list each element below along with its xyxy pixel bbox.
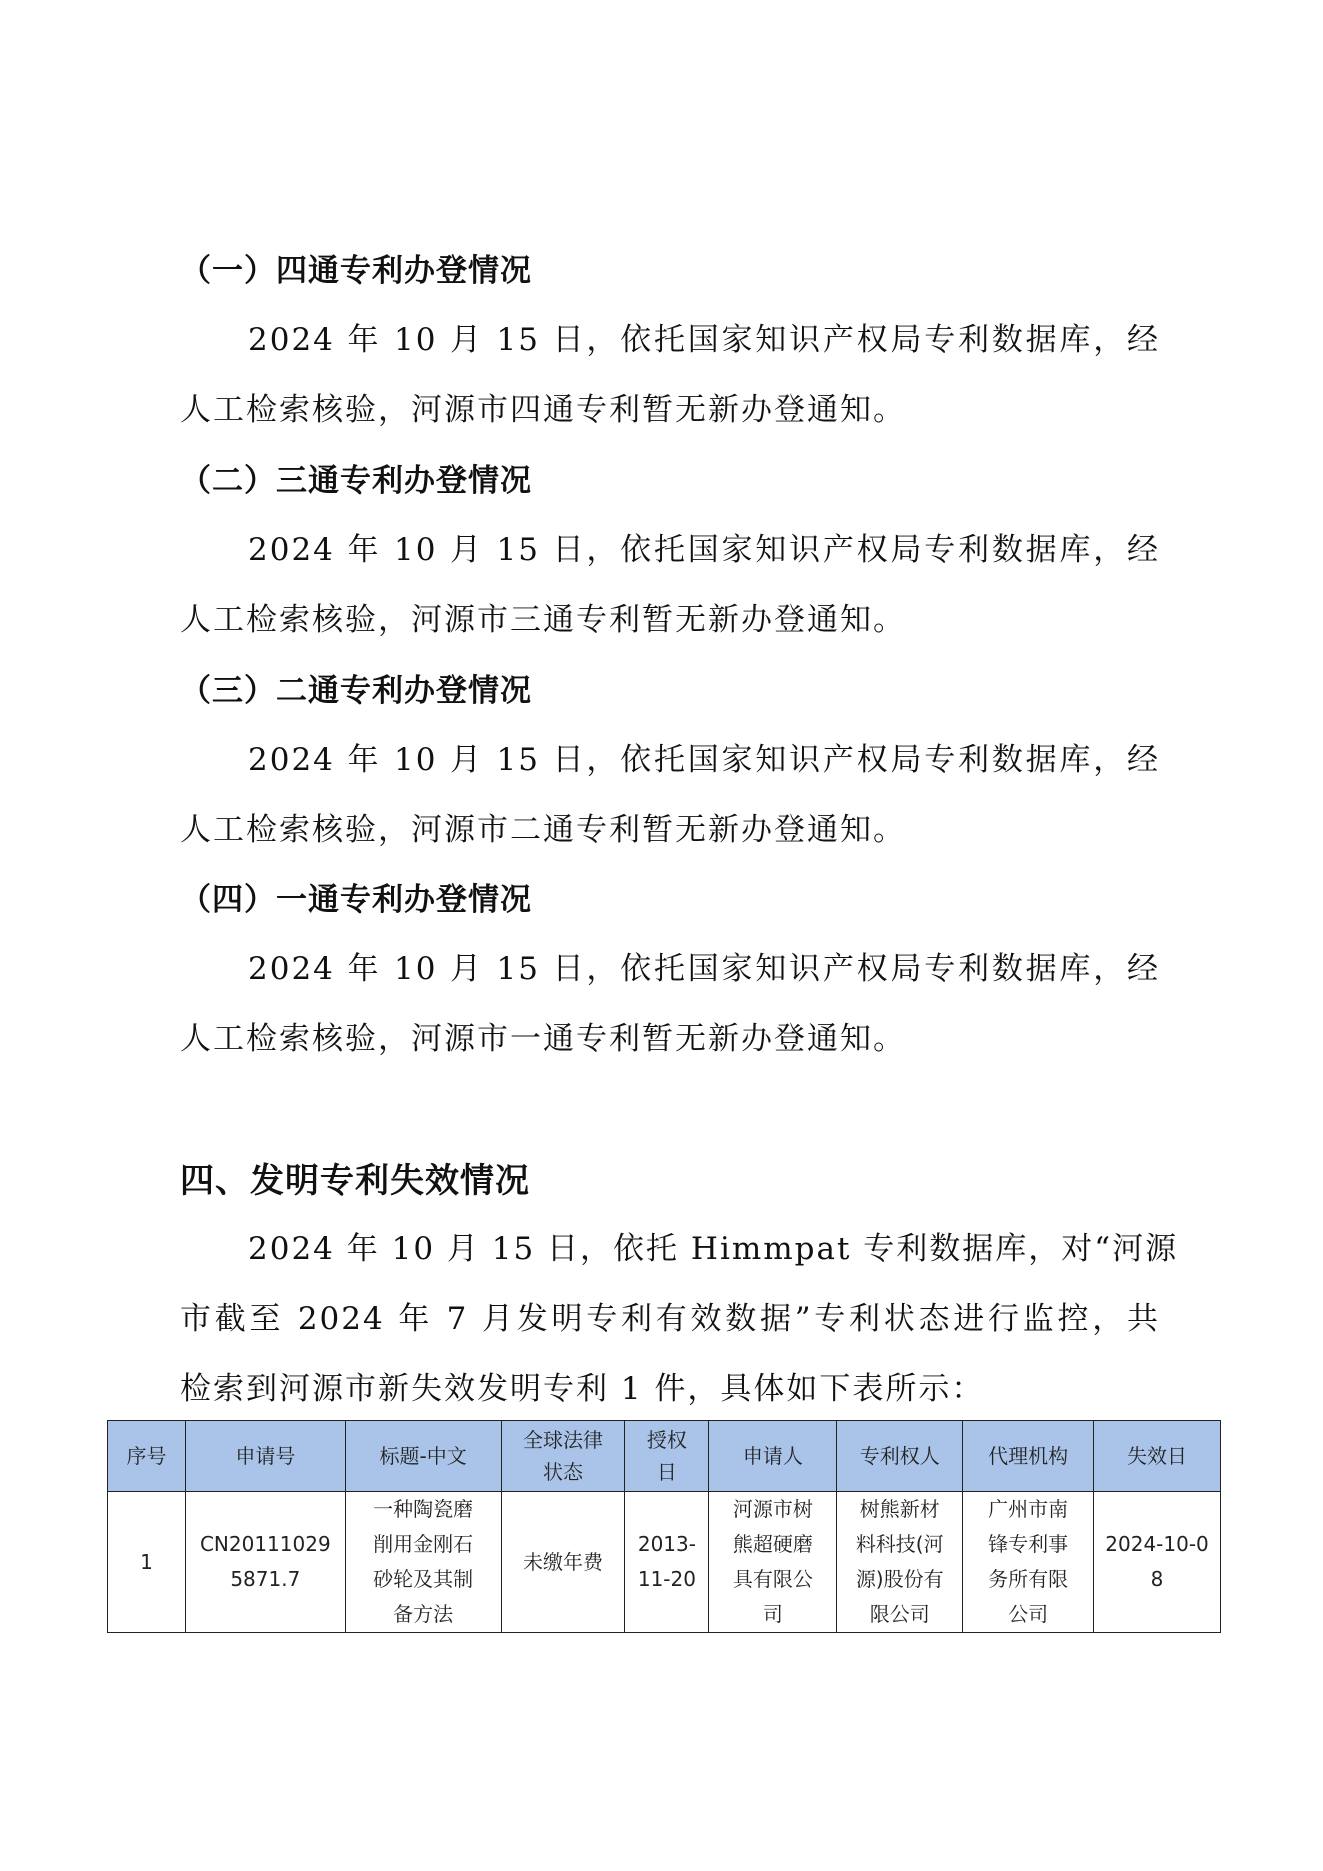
column-header-title: 标题-中文 bbox=[345, 1421, 501, 1492]
column-header-seq: 序号 bbox=[108, 1421, 186, 1492]
paragraph-1-line-1: 2024 年 10 月 15 日，依托国家知识产权局专利数据库，经 bbox=[248, 322, 1160, 358]
cell-lapse-date: 2024-10-08 bbox=[1094, 1492, 1221, 1633]
paragraph-3-line-2: 人工检索核验，河源市二通专利暂无新办登通知。 bbox=[180, 812, 906, 848]
paragraph-4-line-2: 人工检索核验，河源市一通专利暂无新办登通知。 bbox=[180, 1021, 906, 1057]
cell-applicant: 河源市树熊超硬磨具有限公司 bbox=[709, 1492, 837, 1633]
cell-agency: 广州市南锋专利事务所有限公司 bbox=[963, 1492, 1094, 1633]
section-heading: 四、发明专利失效情况 bbox=[180, 1161, 530, 1201]
lapsed-patent-table bbox=[107, 1420, 1221, 1633]
column-header-patentee: 专利权人 bbox=[837, 1421, 963, 1492]
column-header-legal-status: 全球法律状态 bbox=[501, 1421, 625, 1492]
cell-grant-date: 2013-11-20 bbox=[625, 1492, 709, 1633]
section-paragraph-line-2: 市截至 2024 年 7 月发明专利有效数据”专利状态进行监控，共 bbox=[180, 1301, 1160, 1337]
column-header-grant-date: 授权日 bbox=[625, 1421, 709, 1492]
paragraph-1-line-2: 人工检索核验，河源市四通专利暂无新办登通知。 bbox=[180, 392, 906, 428]
table-row bbox=[108, 1492, 1221, 1633]
cell-patentee: 树熊新材料科技(河源)股份有限公司 bbox=[837, 1492, 963, 1633]
column-header-agency: 代理机构 bbox=[963, 1421, 1094, 1492]
paragraph-2-line-1: 2024 年 10 月 15 日，依托国家知识产权局专利数据库，经 bbox=[248, 532, 1160, 568]
subsection-heading-1: （一）四通专利办登情况 bbox=[180, 253, 532, 289]
section-paragraph-line-1: 2024 年 10 月 15 日，依托 Himmpat 专利数据库，对“河源 bbox=[248, 1231, 1179, 1267]
paragraph-4-line-1: 2024 年 10 月 15 日，依托国家知识产权局专利数据库，经 bbox=[248, 951, 1160, 987]
cell-seq: 1 bbox=[108, 1492, 186, 1633]
table-header-row bbox=[108, 1421, 1221, 1492]
subsection-heading-4: （四）一通专利办登情况 bbox=[180, 882, 532, 918]
paragraph-3-line-1: 2024 年 10 月 15 日，依托国家知识产权局专利数据库，经 bbox=[248, 742, 1160, 778]
subsection-heading-2: （二）三通专利办登情况 bbox=[180, 463, 532, 499]
subsection-heading-3: （三）二通专利办登情况 bbox=[180, 673, 532, 709]
section-paragraph-line-3: 检索到河源市新失效发明专利 1 件，具体如下表所示： bbox=[180, 1371, 985, 1407]
column-header-application-number: 申请号 bbox=[185, 1421, 345, 1492]
column-header-applicant: 申请人 bbox=[709, 1421, 837, 1492]
column-header-lapse-date: 失效日 bbox=[1094, 1421, 1221, 1492]
cell-title: 一种陶瓷磨削用金刚石砂轮及其制备方法 bbox=[345, 1492, 501, 1633]
paragraph-2-line-2: 人工检索核验，河源市三通专利暂无新办登通知。 bbox=[180, 602, 906, 638]
cell-legal-status: 未缴年费 bbox=[501, 1492, 625, 1633]
cell-application-number: CN201110295871.7 bbox=[185, 1492, 345, 1633]
